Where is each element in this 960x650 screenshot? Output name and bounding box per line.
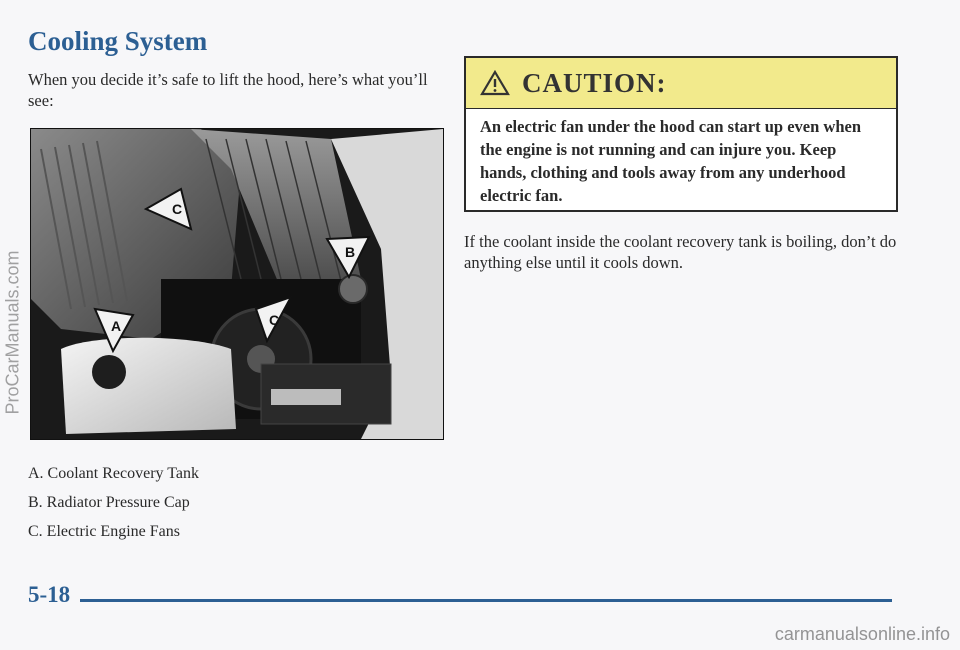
watermark-vertical <box>2 242 24 422</box>
callout-label-c-top: C <box>172 201 183 217</box>
boiling-warning-text: If the coolant inside the coolant recovery tank is boiling, don’t do anything else until it cools down. <box>464 232 897 272</box>
callout-label-c-bottom: C <box>269 312 280 328</box>
watermark-text: ProCarManuals.com <box>2 249 23 415</box>
intro-text: When you decide it’s safe to lift the hood, here’s what you’ll see: <box>28 70 428 110</box>
callout-label-a: A <box>111 318 122 334</box>
footer-rule <box>80 599 892 602</box>
callout-label-b: B <box>345 244 356 260</box>
photo-legend <box>28 462 199 549</box>
engine-photo <box>30 128 444 440</box>
caution-title: CAUTION: <box>522 67 667 98</box>
caution-header <box>466 58 896 109</box>
warning-triangle-icon <box>480 70 510 96</box>
page-number: 5-18 <box>28 582 71 607</box>
legend-item: C. Electric Engine Fans <box>28 523 180 540</box>
legend-item: B. Radiator Pressure Cap <box>28 494 190 511</box>
caution-text: An electric fan under the hood can start up even when the engine is not running and can injure you. Keep hands, clothing and tools away from any underhood electric fan. <box>480 117 862 205</box>
legend-item: A. Coolant Recovery Tank <box>28 465 199 482</box>
footer-watermark: carmanualsonline.info <box>774 624 950 644</box>
section-title: Cooling System <box>28 26 208 56</box>
caution-box <box>464 56 898 212</box>
